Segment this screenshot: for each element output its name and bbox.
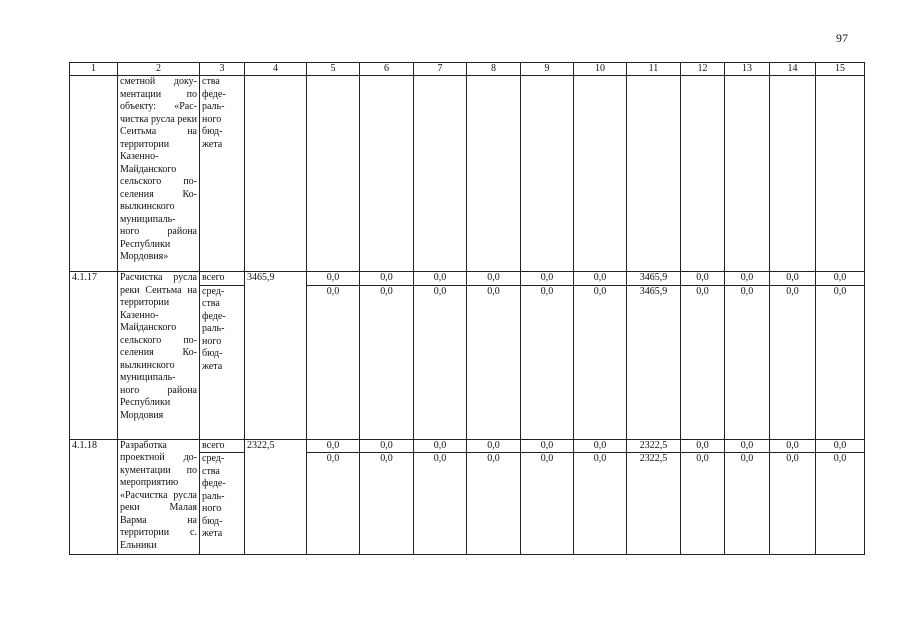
value-cell bbox=[574, 76, 627, 272]
row-total bbox=[245, 76, 307, 272]
row-total: 2322,5 bbox=[245, 439, 307, 555]
row-total: 3465,9 bbox=[245, 272, 307, 440]
table-row bbox=[70, 439, 865, 453]
source-line: ства bbox=[202, 465, 220, 477]
source-line: жета bbox=[202, 528, 223, 539]
header-cell: 11 bbox=[627, 63, 681, 76]
value-cell: 0,0 bbox=[725, 272, 770, 286]
row-description: сметной доку- ментации по объекту: «Рас- чистка русла реки Сеитьма на территории Казенно- Майданского сельского по- селения Ко- вылкинского муниципаль- ного района Республики Мордовия» bbox=[118, 76, 200, 272]
row-id: 4.1.18 bbox=[70, 439, 118, 555]
value-cell: 0,0 bbox=[681, 285, 725, 439]
header-cell: 7 bbox=[414, 63, 467, 76]
row-description: Разработка проектной до- кументации по мероприятию «Расчистка русла реки Малая Варма на территории с. Ельники bbox=[118, 439, 200, 555]
value-cell: 0,0 bbox=[360, 272, 414, 286]
value-cell: 0,0 bbox=[521, 285, 574, 439]
value-cell: 0,0 bbox=[360, 453, 414, 555]
table-row bbox=[70, 76, 865, 272]
page-number: 97 bbox=[836, 31, 848, 45]
value-cell bbox=[467, 76, 521, 272]
value-cell: 0,0 bbox=[467, 439, 521, 453]
header-cell: 6 bbox=[360, 63, 414, 76]
value-cell: 3465,9 bbox=[627, 272, 681, 286]
value-cell bbox=[627, 76, 681, 272]
source-line: сред- bbox=[202, 453, 225, 464]
row-source bbox=[200, 76, 245, 272]
value-cell: 0,0 bbox=[307, 285, 360, 439]
row-source-total: всего bbox=[200, 439, 245, 453]
value-cell: 0,0 bbox=[574, 272, 627, 286]
source-line: ного bbox=[202, 335, 222, 347]
value-cell bbox=[725, 76, 770, 272]
source-line: ства bbox=[202, 76, 220, 87]
source-line: раль- bbox=[202, 490, 225, 502]
value-cell: 0,0 bbox=[414, 285, 467, 439]
value-cell: 0,0 bbox=[816, 285, 865, 439]
header-cell: 1 bbox=[70, 63, 118, 76]
value-cell: 3465,9 bbox=[627, 285, 681, 439]
value-cell: 0,0 bbox=[681, 272, 725, 286]
header-cell: 14 bbox=[770, 63, 816, 76]
value-cell: 0,0 bbox=[725, 453, 770, 555]
row-source bbox=[200, 285, 245, 439]
value-cell bbox=[681, 76, 725, 272]
header-cell: 8 bbox=[467, 63, 521, 76]
value-cell: 0,0 bbox=[574, 453, 627, 555]
value-cell: 0,0 bbox=[307, 439, 360, 453]
header-cell: 15 bbox=[816, 63, 865, 76]
source-line: бюд- bbox=[202, 348, 223, 359]
row-id bbox=[70, 76, 118, 272]
value-cell: 0,0 bbox=[770, 285, 816, 439]
value-cell: 0,0 bbox=[725, 439, 770, 453]
header-cell: 2 bbox=[118, 63, 200, 76]
value-cell: 0,0 bbox=[521, 272, 574, 286]
value-cell: 0,0 bbox=[681, 453, 725, 555]
source-line: жета bbox=[202, 360, 223, 372]
value-cell bbox=[414, 76, 467, 272]
value-cell: 0,0 bbox=[467, 285, 521, 439]
row-source bbox=[200, 453, 245, 555]
header-cell: 9 bbox=[521, 63, 574, 76]
value-cell bbox=[770, 76, 816, 272]
value-cell: 0,0 bbox=[725, 285, 770, 439]
source-line: сред- bbox=[202, 285, 225, 297]
value-cell: 0,0 bbox=[307, 272, 360, 286]
header-cell: 10 bbox=[574, 63, 627, 76]
value-cell: 2322,5 bbox=[627, 439, 681, 453]
source-line: ного bbox=[202, 503, 222, 514]
source-line: ства bbox=[202, 298, 220, 309]
value-cell: 0,0 bbox=[414, 272, 467, 286]
table-row bbox=[70, 272, 865, 286]
value-cell: 0,0 bbox=[574, 285, 627, 439]
value-cell bbox=[360, 76, 414, 272]
source-line: бюд- bbox=[202, 515, 223, 527]
source-line: бюд- bbox=[202, 126, 223, 137]
value-cell: 0,0 bbox=[360, 439, 414, 453]
value-cell: 0,0 bbox=[574, 439, 627, 453]
source-line: жета bbox=[202, 138, 223, 150]
header-cell: 4 bbox=[245, 63, 307, 76]
value-cell: 0,0 bbox=[816, 272, 865, 286]
header-cell: 3 bbox=[200, 63, 245, 76]
value-cell: 0,0 bbox=[414, 439, 467, 453]
value-cell: 0,0 bbox=[770, 272, 816, 286]
source-line: раль- bbox=[202, 323, 225, 334]
source-line: феде- bbox=[202, 88, 226, 100]
budget-table bbox=[69, 62, 865, 555]
value-cell: 0,0 bbox=[467, 453, 521, 555]
value-cell: 0,0 bbox=[770, 453, 816, 555]
header-row bbox=[70, 63, 865, 76]
value-cell bbox=[307, 76, 360, 272]
source-line: ного bbox=[202, 113, 222, 125]
value-cell: 0,0 bbox=[816, 453, 865, 555]
value-cell: 0,0 bbox=[360, 285, 414, 439]
value-cell bbox=[521, 76, 574, 272]
row-description: Расчистка русла реки Сеитьма на территории Казенно- Майданского сельского по- селения Ко- вылкинского муниципаль- ного района Республики Мордовия bbox=[118, 272, 200, 440]
value-cell: 0,0 bbox=[307, 453, 360, 555]
value-cell: 0,0 bbox=[770, 439, 816, 453]
value-cell: 0,0 bbox=[681, 439, 725, 453]
row-id: 4.1.17 bbox=[70, 272, 118, 440]
row-source-total: всего bbox=[200, 272, 245, 286]
header-cell: 12 bbox=[681, 63, 725, 76]
source-line: феде- bbox=[202, 478, 226, 489]
source-line: раль- bbox=[202, 101, 225, 112]
source-line: феде- bbox=[202, 310, 226, 322]
header-cell: 5 bbox=[307, 63, 360, 76]
value-cell: 0,0 bbox=[521, 453, 574, 555]
value-cell: 0,0 bbox=[816, 439, 865, 453]
header-cell: 13 bbox=[725, 63, 770, 76]
value-cell: 0,0 bbox=[414, 453, 467, 555]
value-cell: 0,0 bbox=[521, 439, 574, 453]
value-cell: 2322,5 bbox=[627, 453, 681, 555]
value-cell bbox=[816, 76, 865, 272]
value-cell: 0,0 bbox=[467, 272, 521, 286]
